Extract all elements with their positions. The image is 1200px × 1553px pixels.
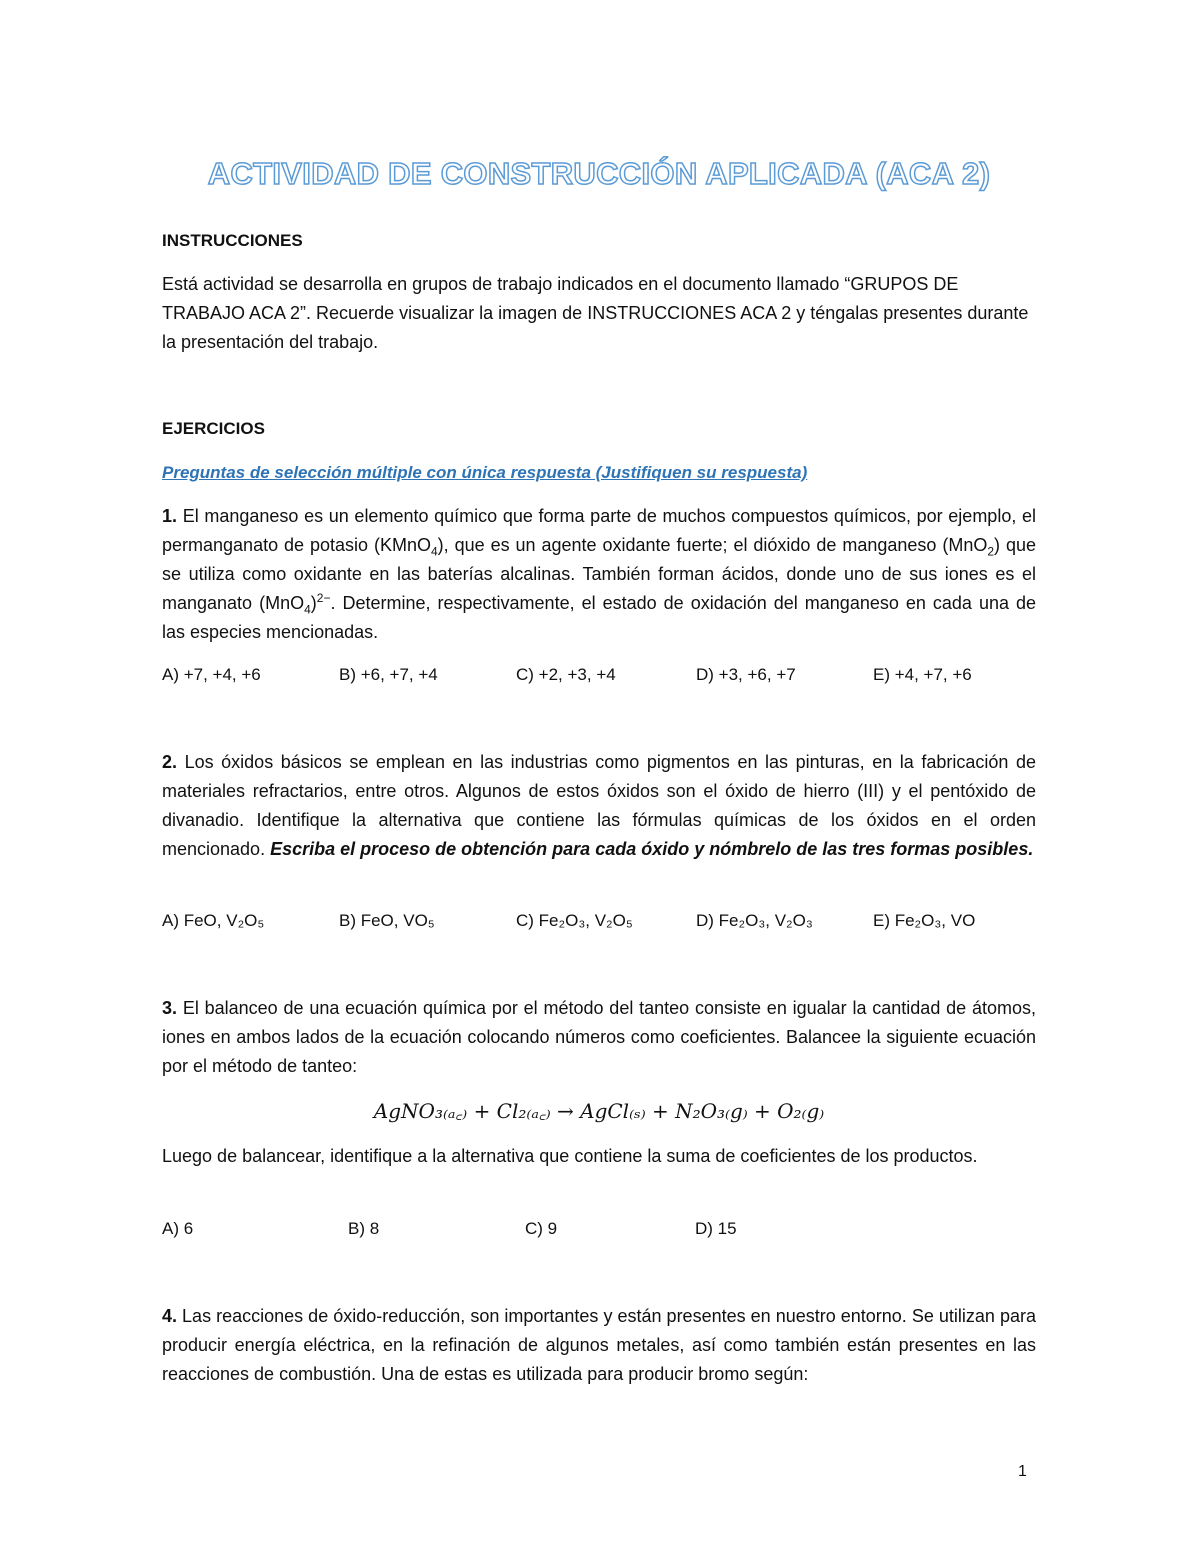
question-text: Las reacciones de óxido-reducción, son importantes y están presentes en nuestro entorno. Se utilizan para producir energía eléctrica, en la refinación de algunos metales, así como también están presentes en las reacciones de combustión. Una de estas es utilizada para producir bromo según: [162, 1306, 1036, 1384]
question-number: 1. [162, 506, 178, 526]
option-c: C) 9 [525, 1219, 558, 1238]
question-number: 2. [162, 752, 178, 772]
page-number: 1 [1018, 1463, 1027, 1480]
question-number: 4. [162, 1306, 178, 1326]
option-e: E) Fe₂O₃, VO [873, 911, 976, 930]
option-b: B) 8 [348, 1219, 380, 1238]
subscript: 4 [430, 544, 438, 559]
option-e: E) +4, +7, +6 [873, 665, 972, 684]
option-a: A) 6 [162, 1219, 194, 1238]
page-title: ACTIVIDAD DE CONSTRUCCIÓN APLICADA (ACA 2) [207, 156, 991, 191]
question-text: ) que se utiliza como oxidante en las baterías alcalinas. También forman ácidos, donde uno de sus iones es el manganato (MnO [162, 535, 1036, 613]
option-c: C) +2, +3, +4 [516, 665, 616, 684]
option-a: A) +7, +4, +6 [162, 665, 261, 684]
subscript: 2 [987, 544, 995, 559]
option-a: A) FeO, V₂O₅ [162, 911, 265, 930]
question-2 [162, 748, 1036, 864]
option-c: C) Fe₂O₃, V₂O₅ [516, 911, 633, 930]
question-1-options [162, 662, 1036, 688]
question-text: ) [310, 593, 317, 613]
superscript: 2− [316, 591, 331, 605]
question-text: ), que es un agente oxidante fuerte; el dióxido de manganeso (MnO [437, 535, 988, 555]
chemical-equation: AgNO₃₍ₐ꜀₎ + Cl₂₍ₐ꜀₎ → AgCl₍ₛ₎ + N₂O₃₍g₎ + O₂₍g₎ [373, 1099, 825, 1123]
option-d: D) Fe₂O₃, V₂O₃ [696, 911, 813, 930]
instructions-paragraph: Está actividad se desarrolla en grupos de trabajo indicados en el documento llamado “GRUPOS DE TRABAJO ACA 2”. Recuerde visualizar la imagen de INSTRUCCIONES ACA 2 y téngalas presentes durante la presentación del trabajo. [162, 274, 1029, 352]
subscript: 4 [304, 602, 311, 617]
option-d: D) 15 [695, 1219, 737, 1238]
exercises-heading: EJERCICIOS [162, 419, 265, 438]
question-text: Los óxidos básicos se emplean en las industrias como pigmentos en las pinturas, en la fabricación de materiales refractarios, entre otros. Algunos de estos óxidos son el óxido de hierro (III) y el pentóxido de divanadio. Identifique la alternativa que contiene las fórmulas químicas de los óxidos en el orden mencionado. [162, 752, 1036, 859]
question-2-options [162, 908, 1036, 934]
question-number: 3. [162, 998, 178, 1018]
instructions-heading: INSTRUCCIONES [162, 231, 303, 250]
question-1 [162, 502, 1036, 647]
question-emphasis: Escriba el proceso de obtención para cada óxido y nómbrelo de las tres formas posibles. [270, 839, 1034, 859]
question-4 [162, 1302, 1036, 1389]
option-d: D) +3, +6, +7 [696, 665, 796, 684]
question-3-options [162, 1216, 1036, 1242]
question-3 [162, 994, 1036, 1081]
question-text: El manganeso es un elemento químico que forma parte de muchos compuestos químicos, por ejemplo, el permanganato de potasio (KMnO [162, 506, 1036, 555]
question-text: . Determine, respectivamente, el estado de oxidación del manganeso en cada una de las especies mencionadas. [162, 593, 1037, 642]
section-subtitle: Preguntas de selección múltiple con única respuesta (Justifiquen su respuesta) [162, 463, 808, 482]
option-b: B) +6, +7, +4 [339, 665, 438, 684]
option-b: B) FeO, VO₅ [339, 911, 435, 930]
question-text: El balanceo de una ecuación química por el método del tanteo consiste en igualar la cantidad de átomos, iones en ambos lados de la ecuación colocando números como coeficientes. Balancee la siguiente ecuación por el método de tanteo: [162, 998, 1036, 1076]
question-3-followup: Luego de balancear, identifique a la alternativa que contiene la suma de coeficientes de los productos. [162, 1146, 978, 1166]
